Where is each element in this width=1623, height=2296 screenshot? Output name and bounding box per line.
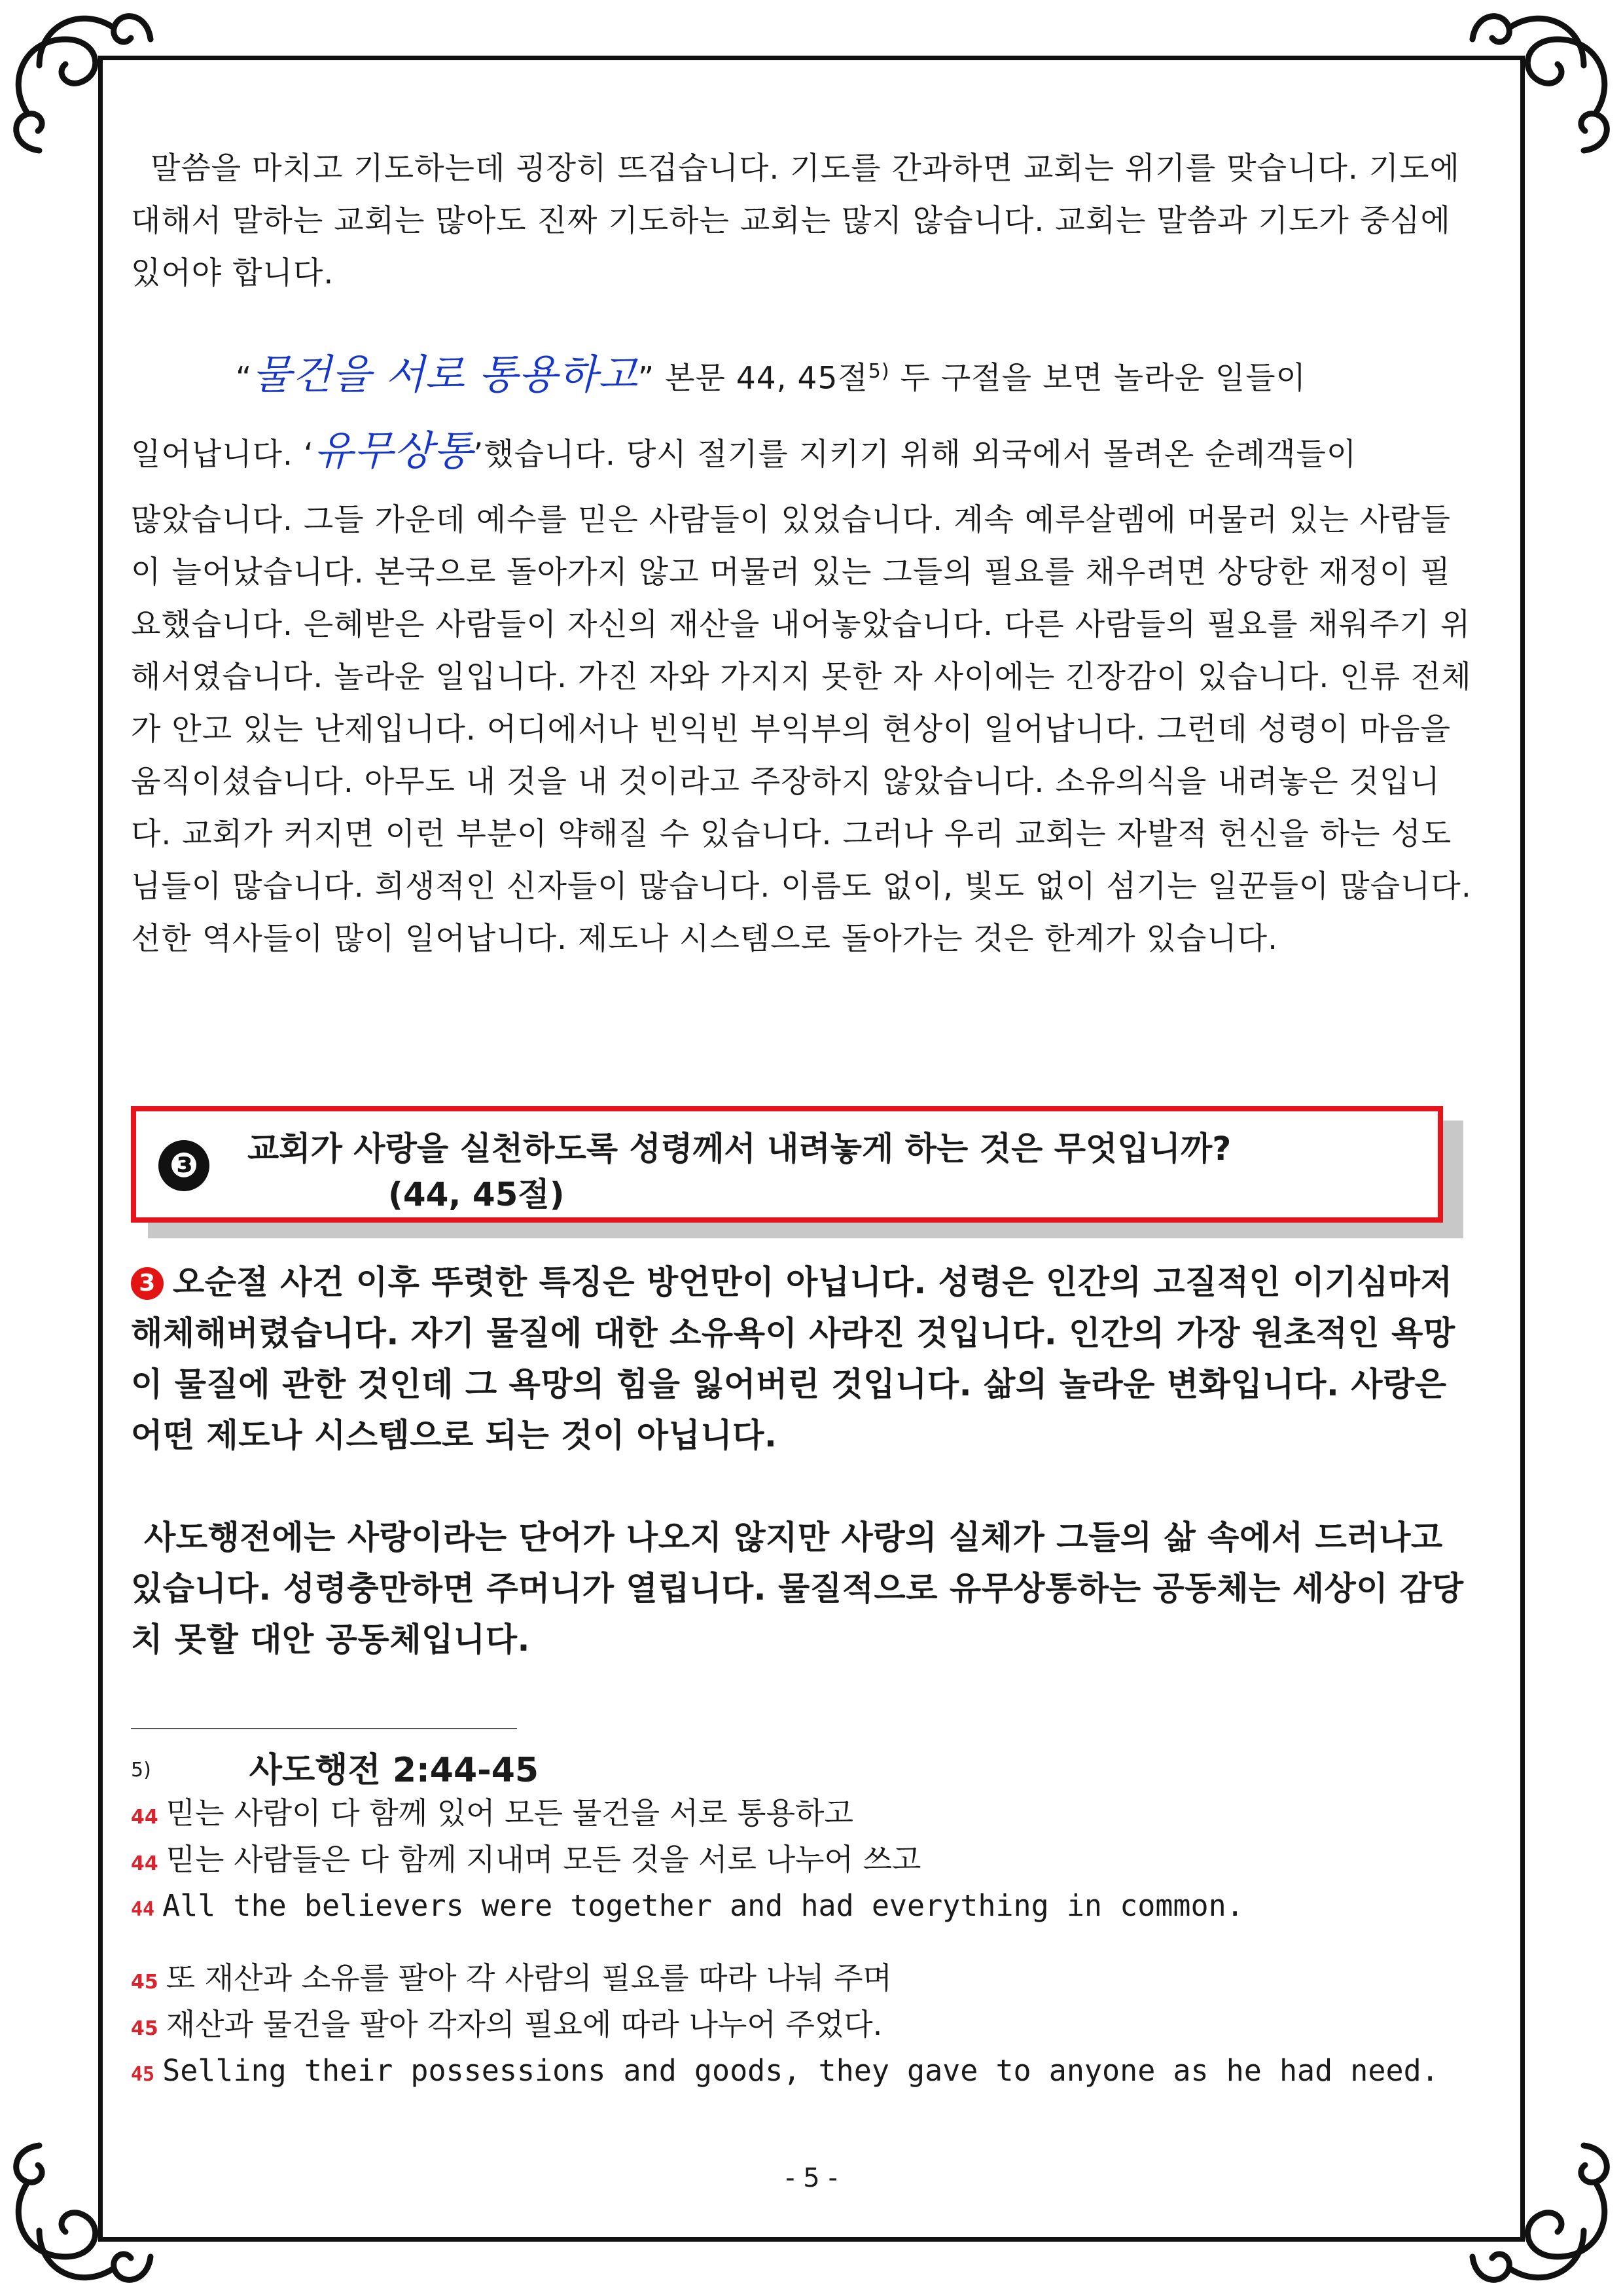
verse-number: 44 (131, 1898, 155, 1921)
paragraph-yumusangtong-line (131, 425, 1479, 481)
quote-continuation: 두 구절을 보면 놀라운 일들이 (889, 360, 1307, 397)
quote-close-mark: ” (637, 360, 655, 397)
quote-reference: 본문 44, 45절 (654, 360, 868, 397)
verse-number: 44 (131, 1852, 158, 1875)
answer-paragraph-1 (131, 1257, 1479, 1461)
verse-line (131, 2003, 1479, 2050)
verse-text: 믿는 사람들은 다 함께 지내며 모든 것을 서로 나누어 쓰고 (166, 1842, 921, 1877)
verse-line (131, 1792, 1479, 1839)
question-text: 교회가 사랑을 실천하도록 성령께서 내려놓게 하는 것은 무엇입니까? (247, 1130, 1232, 1168)
verse-text: 재산과 물건을 팔아 각자의 필요에 따라 나누어 주었다. (166, 2007, 883, 2042)
answer-paragraph-2: 사도행전에는 사랑이라는 단어가 나오지 않지만 사랑의 실체가 그들의 삶 속에서 드러나고 있습니다. 성령충만하면 주머니가 열립니다. 물질적으로 유무상통하는 공동체는 세상이 감당치 못할 대안 공동체입니다. (131, 1518, 1464, 1659)
verse-number: 45 (131, 1971, 158, 1994)
footnote-section (131, 1728, 1479, 2096)
line-start: 일어납니다. ‘ (131, 436, 314, 473)
verse-number: 45 (131, 2063, 155, 2086)
answer-section (131, 1257, 1479, 1665)
line-end: ’했습니다. 당시 절기를 지키기 위해 외국에서 몰려온 순례객들이 (473, 436, 1357, 473)
question-box (131, 1106, 1461, 1237)
ornament-corner-bottom-left (0, 2126, 170, 2296)
verse-line (131, 1957, 1479, 2003)
verse-text: All the believers were together and had everything in common. (162, 1888, 1244, 1923)
verse-text: Selling their possessions and goods, they gave to anyone as he had need. (162, 2053, 1439, 2088)
verse-gap (131, 1931, 1479, 1957)
question-number-badge: ❸ (158, 1140, 209, 1191)
paragraph-prayer: 말씀을 마치고 기도하는데 굉장히 뜨겁습니다. 기도를 간과하면 교회는 위기를 맞습니다. 기도에 대해서 말하는 교회는 많아도 진짜 기도하는 교회는 많지 않습니다. 교회는 말씀과 기도가 중심에 있어야 합니다. (131, 151, 1460, 291)
question-text-block (247, 1126, 1231, 1217)
footnote-mark: 5) (131, 1759, 151, 1782)
footnote-heading (131, 1749, 1479, 1792)
footnote-title: 사도행전 2:44-45 (249, 1751, 539, 1790)
footnote-reference: 5) (868, 360, 890, 383)
answer-number-badge: 3 (131, 1267, 164, 1300)
verse-number: 45 (131, 2017, 158, 2040)
paragraph-pilgrims: 많았습니다. 그들 가운데 예수를 믿은 사람들이 있었습니다. 계속 예루살렘에 머물러 있는 사람들이 늘어났습니다. 본국으로 돌아가지 않고 머물러 있는 그들의 필요를 채우려면 상당한 재정이 필요했습니다. 은혜받은 사람들이 자신의 재산을 내어놓았습니다. 다른 사람들의 필요를 채워주기 위해서였습니다. 놀라운 일입니다. 가진 자와 가지지 못한 자 사이에는 긴장감이 있습니다. 인류 전체가 안고 있는 난제입니다. 어디에서나 빈익빈 부익부의 현상이 일어납니다. 그런데 성령이 마음을 움직이셨습니다. 아무도 내 것을 내 것이라고 주장하지 않았습니다. 소유의식을 내려놓은 것입니다. 교회가 커지면 이런 부분이 약해질 수 있습니다. 그러나 우리 교회는 자발적 헌신을 하는 성도님들이 많습니다. 희생적인 신자들이 많습니다. 이름도 없이, 빛도 없이 섬기는 일꾼들이 많습니다. 선한 역사들이 많이 일어납니다. 제도나 시스템으로 돌아가는 것은 한계가 있습니다. (131, 501, 1472, 957)
verse-number: 44 (131, 1806, 158, 1829)
paragraph-quote-line (131, 346, 1479, 405)
handwritten-quote: 물건을 서로 통용하고 (252, 350, 638, 399)
handwritten-yumusangtong: 유무상통 (313, 426, 474, 475)
verse-line-english (131, 1885, 1479, 1931)
body-content (131, 143, 1479, 965)
answer-text-1: 오순절 사건 이후 뚜렷한 특징은 방언만이 아닙니다. 성령은 인간의 고질적인 이기심마저 해체해버렸습니다. 자기 물질에 대한 소유욕이 사라진 것입니다. 인간의 가장 원초적인 욕망이 물질에 관한 것인데 그 욕망의 힘을 잃어버린 것입니다. 삶의 놀라운 변화입니다. 사랑은 어떤 제도나 시스템으로 되는 것이 아닙니다. (131, 1263, 1455, 1454)
verse-text: 또 재산과 소유를 팔아 각 사람의 필요를 따라 나눠 주며 (166, 1960, 892, 1996)
verse-text: 믿는 사람이 다 함께 있어 모든 물건을 서로 통용하고 (166, 1795, 853, 1831)
question-box-border (131, 1106, 1443, 1223)
verse-line-english (131, 2050, 1479, 2096)
quote-open-mark: “ (236, 360, 253, 397)
verse-line (131, 1839, 1479, 1885)
ornament-corner-bottom-right (1453, 2126, 1623, 2296)
question-reference: (44, 45절) (388, 1175, 565, 1213)
footnote-rule (131, 1728, 517, 1729)
page-number: - 5 - (785, 2163, 838, 2193)
